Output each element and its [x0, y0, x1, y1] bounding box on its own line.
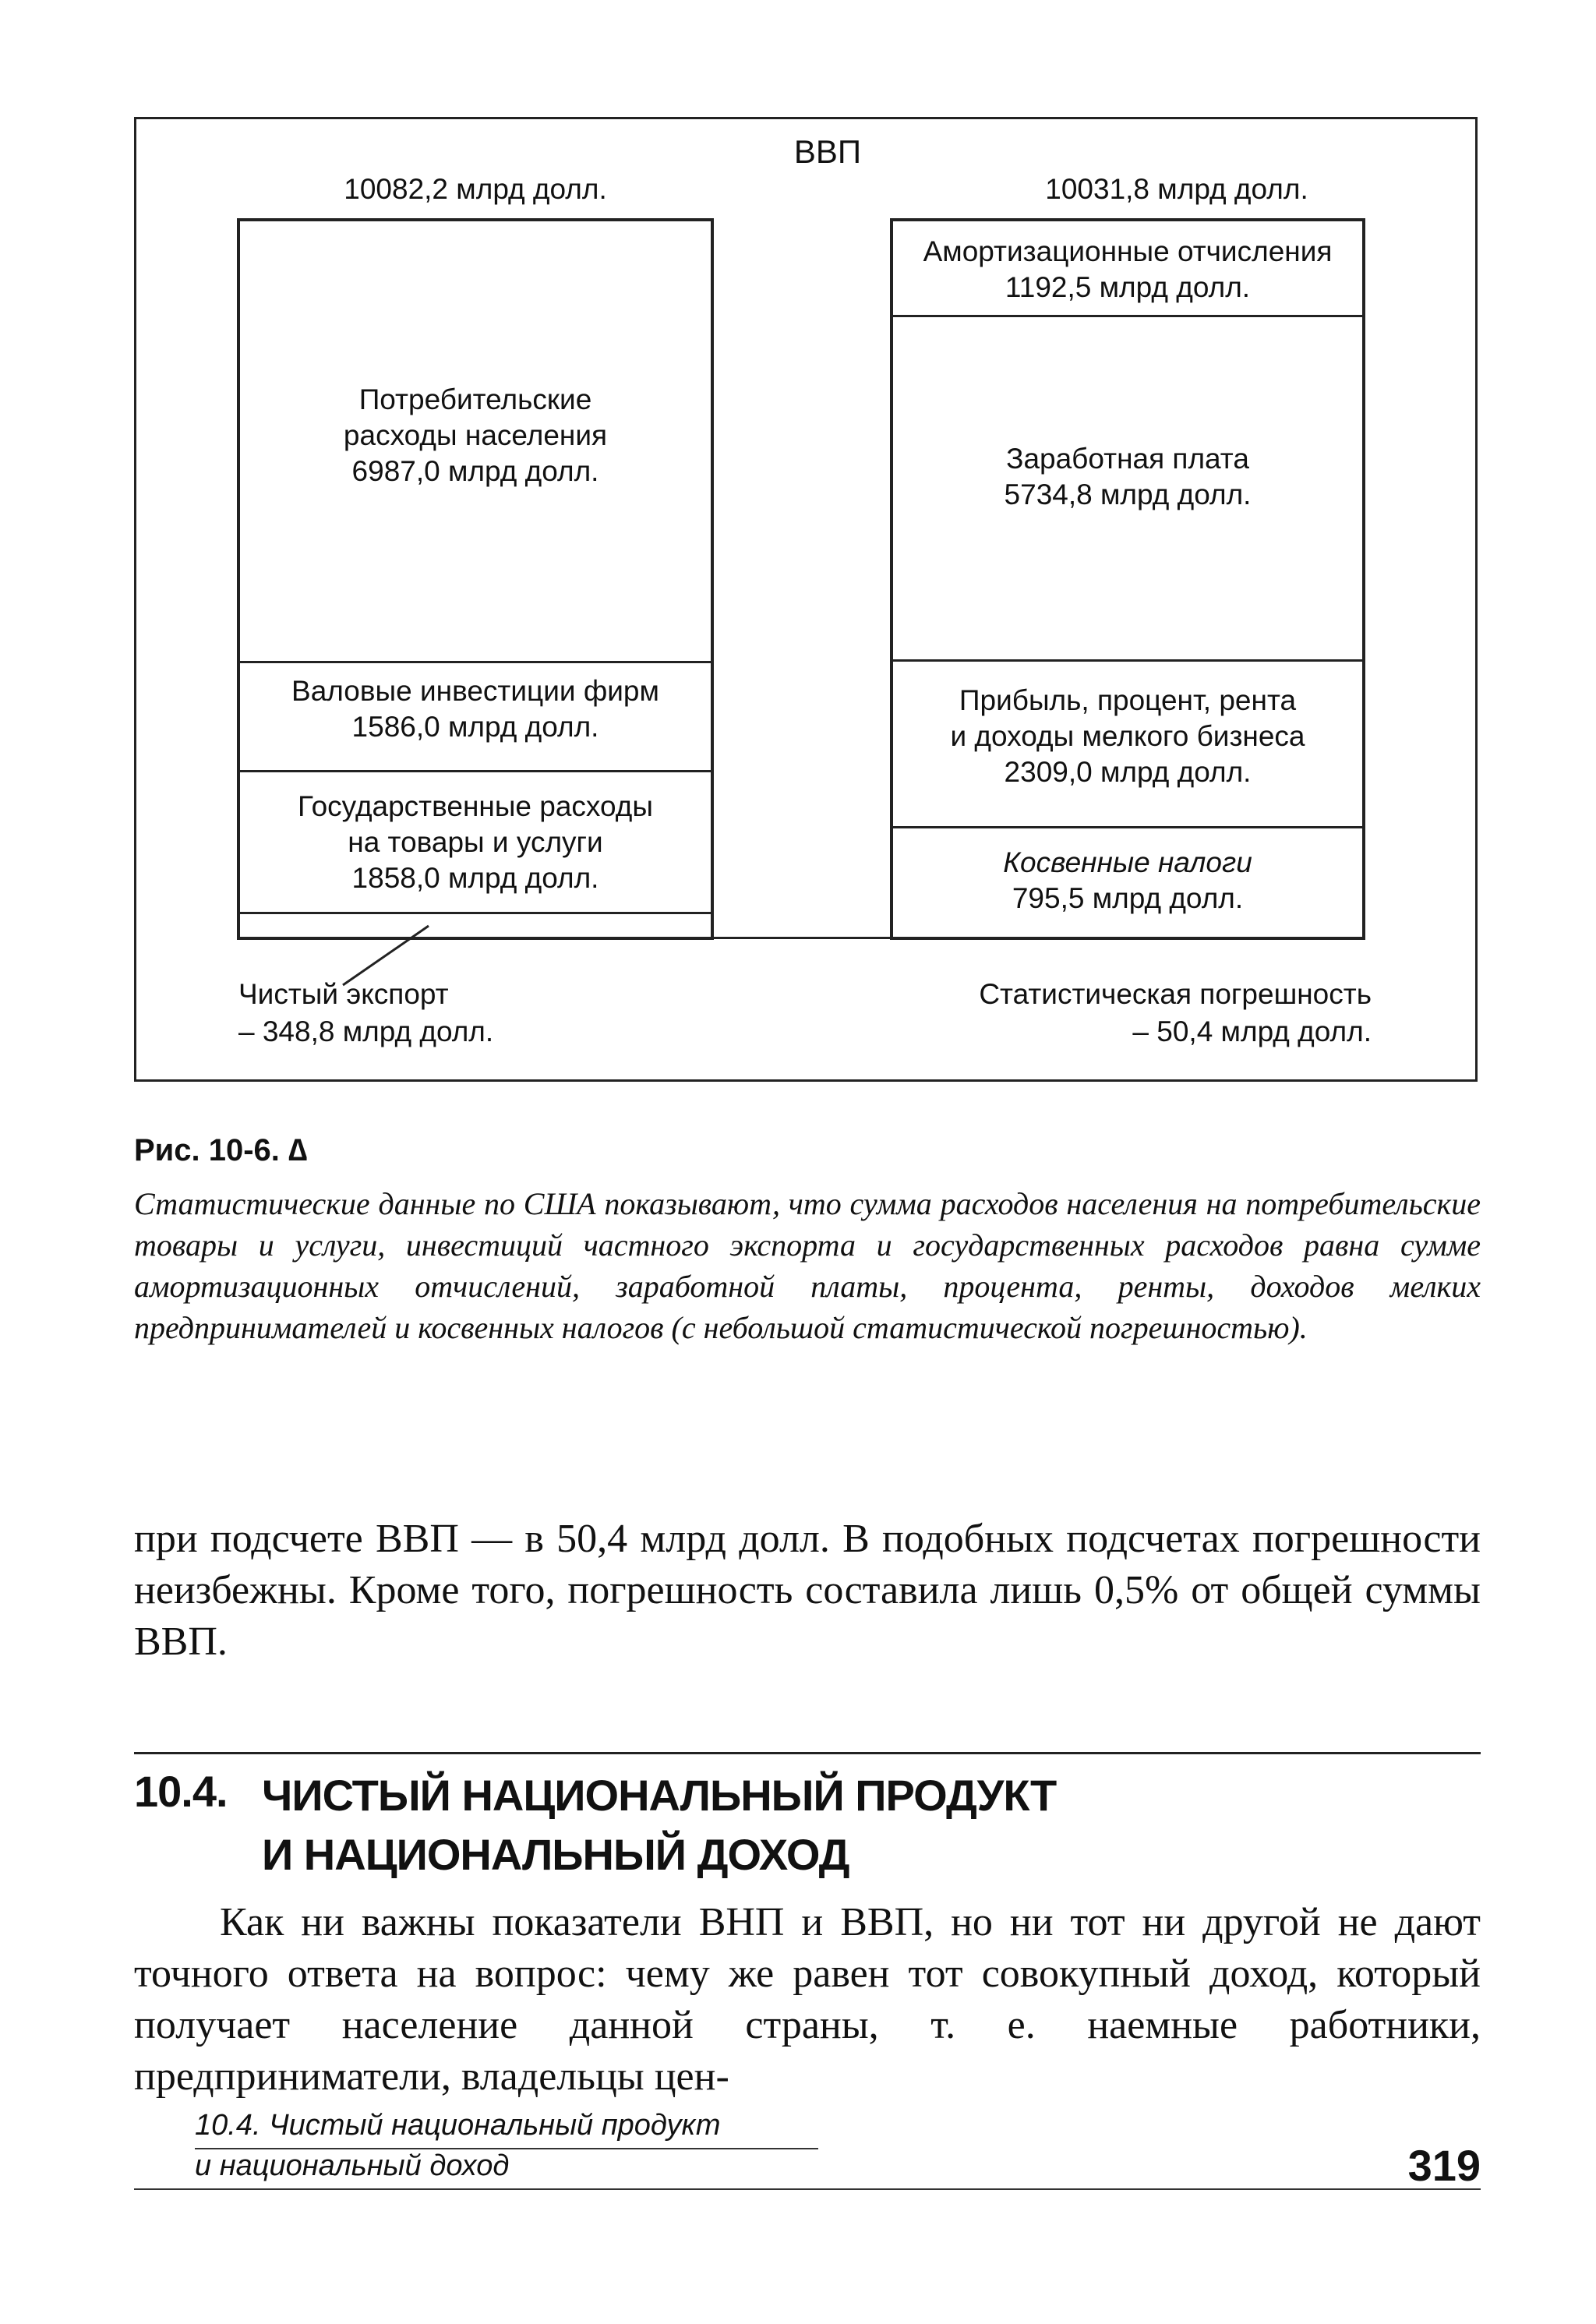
divider: [238, 661, 712, 663]
right-income-column: [890, 218, 1365, 940]
running-footer-line1: 10.4. Чистый национальный продукт: [195, 2109, 721, 2142]
section-title: ЧИСТЫЙ НАЦИОНАЛЬНЫЙ ПРОДУКТ И НАЦИОНАЛЬНЫЙ ДОХОД: [262, 1771, 1057, 1879]
footer-rule: [134, 2188, 1481, 2190]
section-number: 10.4.: [134, 1767, 228, 1816]
center-column-edge: [711, 218, 713, 940]
body-paragraph: Как ни важны показатели ВНП и ВВП, но ни тот ни другой не дают точного ответа на вопрос: чему же равен тот совокупный доход, который получает население данной страны, т. е. наемные работники, предприниматели, владельцы цен-: [134, 1900, 1481, 2099]
left-total: 10082,2 млрд долл.: [344, 173, 607, 205]
net-export-label: Чистый экспорт – 348,8 млрд долл.: [238, 978, 494, 1047]
statistical-error-label: Статистическая погрешность – 50,4 млрд долл.: [979, 978, 1372, 1047]
government-spending-block: Государственные расходы на товары и услуги 1858,0 млрд долл.: [298, 790, 653, 894]
heading-rule: [134, 1752, 1481, 1754]
divider: [892, 659, 1364, 662]
figure-caption-label: Рис. 10-6. ∆: [134, 1133, 308, 1167]
page-number: 319: [1407, 2141, 1481, 2190]
divider: [238, 770, 712, 772]
profit-interest-rent-block: Прибыль, процент, рента и доходы мелкого бизнеса 2309,0 млрд долл.: [950, 684, 1305, 788]
figure-caption-text: Статистические данные по США показывают, что сумма расходов населения на потребительские товары и услуги, инвестиций частного экспорта и государственных расходов равна сумме амортизационных отчислений, заработной платы, процента, ренты, доходов мелких предпринимателей и косвенных налогов (с небольшой статистической погрешностью).: [134, 1186, 1481, 1345]
divider: [238, 912, 712, 914]
divider: [714, 937, 892, 939]
wages-block: Заработная плата 5734,8 млрд долл.: [1004, 443, 1252, 510]
consumer-spending-block: Потребительские расходы населения 6987,0 млрд долл.: [343, 383, 608, 487]
running-footer-line2: и национальный доход: [195, 2149, 510, 2182]
gross-investment-block: Валовые инвестиции фирм 1586,0 млрд долл.: [291, 675, 659, 743]
indirect-taxes-block: Косвенные налоги 795,5 млрд долл.: [1003, 846, 1252, 914]
body-paragraph: при подсчете ВВП — в 50,4 млрд долл. В подобных подсчетах погрешности неизбежны. Кроме того, погрешность составила лишь 0,5% от общей суммы ВВП.: [134, 1517, 1481, 1664]
right-total: 10031,8 млрд долл.: [1045, 173, 1308, 205]
figure-center-label: ВВП: [793, 133, 862, 170]
depreciation-block: Амортизационные отчисления 1192,5 млрд долл.: [923, 235, 1333, 303]
divider: [892, 315, 1364, 317]
divider: [892, 826, 1364, 828]
